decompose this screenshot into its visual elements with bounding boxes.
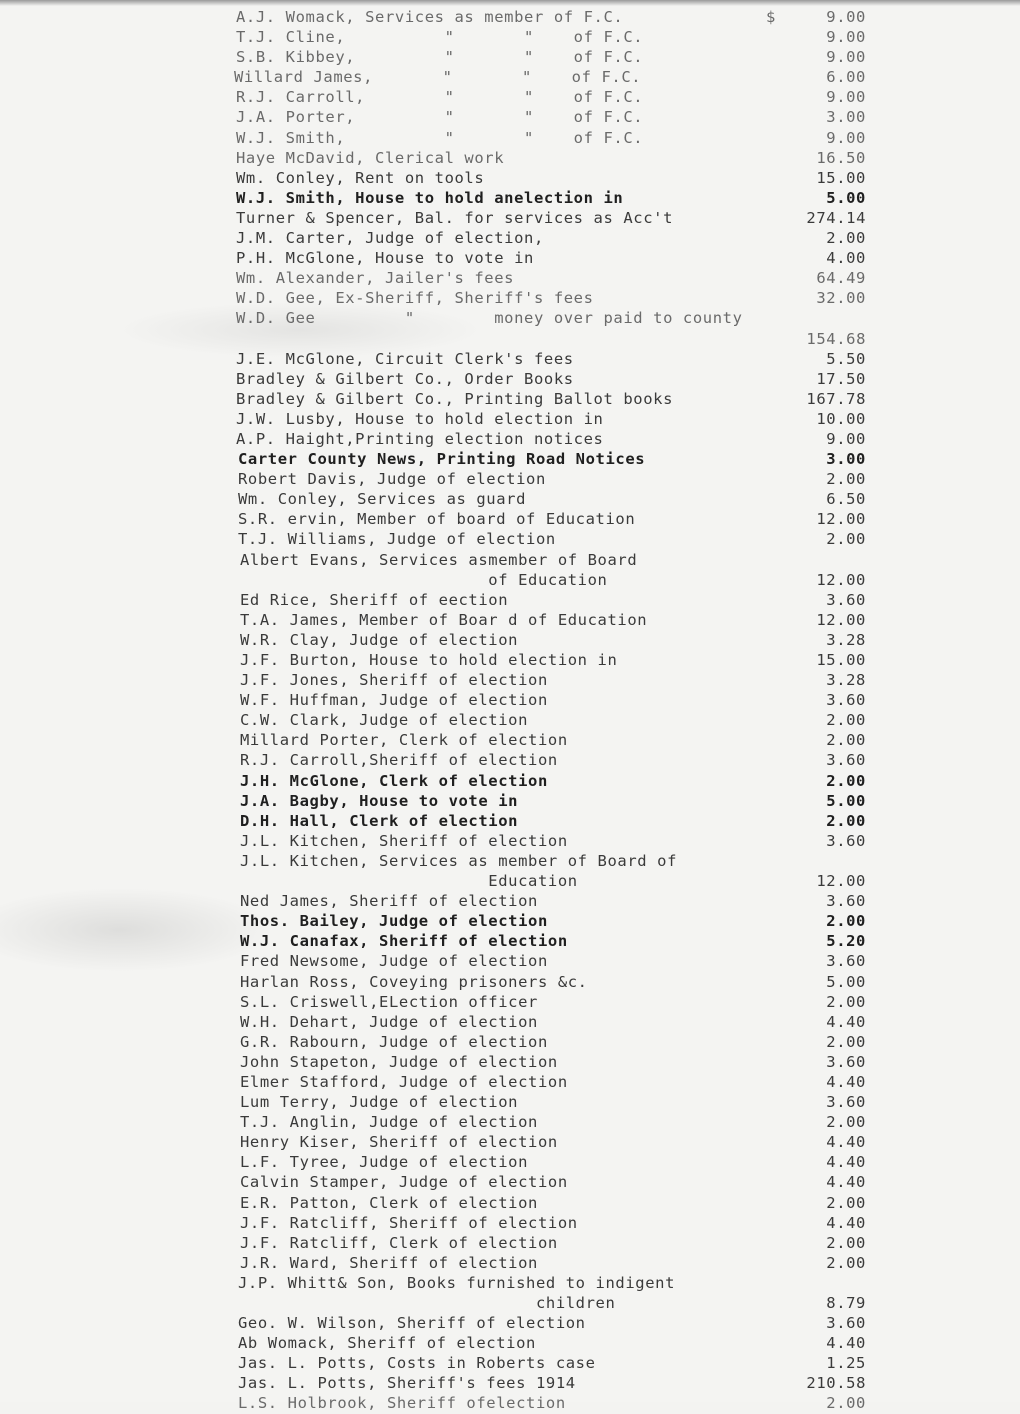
ledger-description: J.A. Porter, " " of F.C. xyxy=(236,108,644,127)
ledger-row xyxy=(0,469,1020,489)
ledger-amount: 2.00 xyxy=(826,530,866,549)
ledger-description: T.J. Cline, " " of F.C. xyxy=(236,28,644,47)
ledger-row xyxy=(0,87,1020,107)
ledger-description: S.R. ervin, Member of board of Education xyxy=(238,510,636,529)
ledger-description: J.W. Lusby, House to hold election in xyxy=(236,409,604,428)
ledger-description: T.J. Anglin, Judge of election xyxy=(240,1113,538,1132)
ledger-amount: 2.00 xyxy=(826,1032,866,1051)
ledger-row xyxy=(0,791,1020,811)
ledger-description: Turner & Spencer, Bal. for services as Acc't xyxy=(236,208,673,227)
ledger-description: Bradley & Gilbert Co., Printing Ballot books xyxy=(236,389,673,408)
ledger-amount: 12.00 xyxy=(816,570,866,589)
ledger-row xyxy=(0,1393,1020,1413)
ledger-amount: 154.68 xyxy=(806,329,866,348)
ledger-description: E.R. Patton, Clerk of election xyxy=(240,1193,538,1212)
ledger-amount: 32.00 xyxy=(816,289,866,308)
ledger-description: J.L. Kitchen, Services as member of Board of xyxy=(240,851,677,870)
ledger-amount: 4.40 xyxy=(826,1012,866,1031)
ledger-amount: 9.00 xyxy=(826,48,866,67)
ledger-amount: 6.00 xyxy=(826,68,866,87)
ledger-description: W.R. Clay, Judge of election xyxy=(240,630,519,649)
ledger-amount: 2.00 xyxy=(826,771,866,790)
ledger-description: D.H. Hall, Clerk of election xyxy=(240,811,519,830)
ledger-row xyxy=(0,288,1020,308)
ledger-row xyxy=(0,1233,1020,1253)
ledger-description: Wm. Alexander, Jailer's fees xyxy=(236,269,515,288)
ledger-description: J.E. McGlone, Circuit Clerk's fees xyxy=(236,349,574,368)
ledger-row xyxy=(0,550,1020,570)
ledger-description: W.J. Canafax, Sheriff of election xyxy=(240,932,568,951)
ledger-amount: 3.00 xyxy=(826,108,866,127)
ledger-amount: 12.00 xyxy=(816,610,866,629)
ledger-description: Carter County News, Printing Road Notices xyxy=(238,450,646,469)
ledger-amount: 17.50 xyxy=(816,369,866,388)
ledger-row xyxy=(0,1152,1020,1172)
ledger-amount: 2.00 xyxy=(826,912,866,931)
ledger-amount: 4.00 xyxy=(826,249,866,268)
ledger-amount: 167.78 xyxy=(806,389,866,408)
ledger-description: Education xyxy=(240,872,578,891)
ledger-description: Thos. Bailey, Judge of election xyxy=(240,912,548,931)
ledger-row xyxy=(0,1293,1020,1313)
ledger-description: J.H. McGlone, Clerk of election xyxy=(240,771,548,790)
ledger-description: J.R. Ward, Sheriff of election xyxy=(240,1253,538,1272)
ledger-description: J.A. Bagby, House to vote in xyxy=(240,791,519,810)
ledger-row xyxy=(0,650,1020,670)
ledger-row xyxy=(0,1353,1020,1373)
ledger-row xyxy=(0,1333,1020,1353)
ledger-description: Haye McDavid, Clerical work xyxy=(236,148,505,167)
ledger-description: of Education xyxy=(240,570,608,589)
ledger-description: W.D. Gee " money over paid to county xyxy=(236,309,743,328)
ledger-row xyxy=(0,1132,1020,1152)
ledger-amount: 3.60 xyxy=(826,952,866,971)
ledger-row xyxy=(0,951,1020,971)
ledger-description: J.F. Ratcliff, Clerk of election xyxy=(240,1233,558,1252)
ledger-amount: 4.40 xyxy=(826,1153,866,1172)
ledger-description: T.A. James, Member of Boar d of Education xyxy=(240,610,648,629)
ledger-amount: 5.20 xyxy=(826,932,866,951)
ledger-amount: 2.00 xyxy=(826,1233,866,1252)
ledger-amount: 4.40 xyxy=(826,1133,866,1152)
ledger-amount: 1.25 xyxy=(826,1354,866,1373)
ledger-description: W.D. Gee, Ex-Sheriff, Sheriff's fees xyxy=(236,289,594,308)
ledger-description: C.W. Clark, Judge of election xyxy=(240,711,529,730)
ledger-amount: 12.00 xyxy=(816,872,866,891)
ledger-description: T.J. Williams, Judge of election xyxy=(238,530,556,549)
ledger-row xyxy=(0,67,1020,87)
ledger-description: J.P. Whitt& Son, Books furnished to indigent xyxy=(238,1273,675,1292)
ledger-amount: 4.40 xyxy=(826,1173,866,1192)
ledger-amount: 10.00 xyxy=(816,409,866,428)
ledger-row xyxy=(0,831,1020,851)
ledger-amount: 3.60 xyxy=(826,590,866,609)
ledger-description: Ned James, Sheriff of election xyxy=(240,892,538,911)
ledger-row xyxy=(0,248,1020,268)
ledger-description: Robert Davis, Judge of election xyxy=(238,470,546,489)
scan-top-edge xyxy=(0,0,1020,6)
ledger-row xyxy=(0,670,1020,690)
ledger-row xyxy=(0,1092,1020,1112)
ledger-row xyxy=(0,349,1020,369)
ledger-amount: 15.00 xyxy=(816,168,866,187)
ledger-description: Albert Evans, Services asmember of Board xyxy=(240,550,638,569)
ledger-row xyxy=(0,449,1020,469)
ledger-description: Henry Kiser, Sheriff of election xyxy=(240,1133,558,1152)
ledger-row xyxy=(0,268,1020,288)
ledger-description: L.F. Tyree, Judge of election xyxy=(240,1153,529,1172)
ledger-amount: 4.40 xyxy=(826,1213,866,1232)
dollar-sign: $ xyxy=(766,8,776,26)
ledger-row xyxy=(0,811,1020,831)
ledger-description: Calvin Stamper, Judge of election xyxy=(240,1173,568,1192)
ledger-row xyxy=(0,1112,1020,1132)
ledger-description: L.S. Holbrook, Sheriff ofelection xyxy=(238,1394,566,1413)
ledger-description: Ab Womack, Sheriff of election xyxy=(238,1334,536,1353)
ledger-amount: 2.00 xyxy=(826,711,866,730)
ledger-row xyxy=(0,1373,1020,1393)
ledger-description: R.J. Carroll, " " of F.C. xyxy=(236,88,644,107)
ledger-row xyxy=(0,1012,1020,1032)
ledger-description: Millard Porter, Clerk of election xyxy=(240,731,568,750)
ledger-row xyxy=(0,27,1020,47)
ledger-amount: 4.40 xyxy=(826,1072,866,1091)
ledger-row xyxy=(0,730,1020,750)
ledger-amount: 3.60 xyxy=(826,751,866,770)
ledger-row xyxy=(0,148,1020,168)
ledger-row xyxy=(0,911,1020,931)
ledger-description: Wm. Conley, Rent on tools xyxy=(236,168,485,187)
ledger-amount: 2.00 xyxy=(826,470,866,489)
ledger-description: A.J. Womack, Services as member of F.C. xyxy=(236,8,624,26)
ledger-amount: 9.00 xyxy=(826,88,866,107)
ledger-row xyxy=(0,107,1020,127)
ledger-row xyxy=(0,590,1020,610)
ledger-description: J.F. Jones, Sheriff of election xyxy=(240,671,548,690)
ledger-row xyxy=(0,871,1020,891)
ledger-row xyxy=(0,389,1020,409)
ledger-row xyxy=(0,1213,1020,1233)
ledger-row xyxy=(0,1193,1020,1213)
ledger-row xyxy=(0,1032,1020,1052)
ledger-amount: 274.14 xyxy=(806,208,866,227)
ledger-description: J.F. Burton, House to hold election in xyxy=(240,651,618,669)
ledger-row xyxy=(0,630,1020,650)
ledger-description: children xyxy=(238,1294,616,1312)
ledger-row xyxy=(0,228,1020,248)
ledger-amount: 3.00 xyxy=(826,450,866,469)
ledger-description: W.J. Smith, House to hold anelection in xyxy=(236,188,624,207)
ledger-amount: 5.00 xyxy=(826,188,866,207)
ledger-amount: 8.79 xyxy=(826,1294,866,1312)
ledger-row xyxy=(0,409,1020,429)
ledger-amount: 9.00 xyxy=(826,429,866,448)
ledger-entries xyxy=(0,7,1020,1414)
ledger-description: J.L. Kitchen, Sheriff of election xyxy=(240,831,568,850)
ledger-amount: 3.60 xyxy=(826,892,866,911)
ledger-description: S.B. Kibbey, " " of F.C. xyxy=(236,48,644,67)
ledger-description: Harlan Ross, Coveying prisoners &c. xyxy=(240,972,588,991)
ledger-row xyxy=(0,489,1020,509)
ledger-row xyxy=(0,750,1020,770)
ledger-amount: 210.58 xyxy=(806,1374,866,1393)
ledger-description: G.R. Rabourn, Judge of election xyxy=(240,1032,548,1051)
ledger-row xyxy=(0,208,1020,228)
ledger-row xyxy=(0,1052,1020,1072)
ledger-row xyxy=(0,931,1020,951)
ledger-amount: 12.00 xyxy=(816,510,866,529)
ledger-amount: 3.60 xyxy=(826,691,866,710)
ledger-row xyxy=(0,1313,1020,1333)
ledger-row xyxy=(0,570,1020,590)
ledger-amount: 2.00 xyxy=(826,1394,866,1413)
ledger-row xyxy=(0,1072,1020,1092)
ledger-row xyxy=(0,710,1020,730)
ledger-amount: 64.49 xyxy=(816,269,866,288)
ledger-row xyxy=(0,529,1020,549)
ledger-amount: 2.00 xyxy=(826,1193,866,1212)
ledger-description: Jas. L. Potts, Costs in Roberts case xyxy=(238,1354,596,1373)
ledger-row xyxy=(0,992,1020,1012)
ledger-row xyxy=(0,188,1020,208)
ledger-description: Willard James, " " of F.C. xyxy=(234,68,642,87)
ledger-row xyxy=(0,771,1020,791)
ledger-row xyxy=(0,308,1020,328)
ledger-amount: 3.60 xyxy=(826,1314,866,1333)
ledger-amount: 2.00 xyxy=(826,1253,866,1272)
ledger-description: Fred Newsome, Judge of election xyxy=(240,952,548,971)
ledger-row xyxy=(0,47,1020,67)
ledger-amount: 2.00 xyxy=(826,992,866,1011)
ledger-amount: 3.28 xyxy=(826,671,866,690)
ledger-description: W.F. Huffman, Judge of election xyxy=(240,691,548,710)
ledger-amount: 15.00 xyxy=(816,651,866,669)
ledger-description: J.F. Ratcliff, Sheriff of election xyxy=(240,1213,578,1232)
ledger-description: W.H. Dehart, Judge of election xyxy=(240,1012,538,1031)
ledger-row xyxy=(0,690,1020,710)
ledger-description: A.P. Haight,Printing election notices xyxy=(236,429,604,448)
ledger-amount: 3.28 xyxy=(826,630,866,649)
ledger-row xyxy=(0,610,1020,630)
ledger-amount: 3.60 xyxy=(826,1052,866,1071)
ledger-description: S.L. Criswell,ELection officer xyxy=(240,992,538,1011)
ledger-row xyxy=(0,509,1020,529)
ledger-amount: 2.00 xyxy=(826,229,866,248)
ledger-amount: 3.60 xyxy=(826,831,866,850)
ledger-amount: 9.00 xyxy=(826,8,866,26)
ledger-row xyxy=(0,1253,1020,1273)
ledger-description: Geo. W. Wilson, Sheriff of election xyxy=(238,1314,586,1333)
ledger-amount: 3.60 xyxy=(826,1093,866,1112)
ledger-row xyxy=(0,369,1020,389)
ledger-description: Ed Rice, Sheriff of eection xyxy=(240,590,509,609)
ledger-amount: 9.00 xyxy=(826,128,866,147)
ledger-description: J.M. Carter, Judge of election, xyxy=(236,229,544,248)
ledger-description: Lum Terry, Judge of election xyxy=(240,1093,519,1112)
ledger-amount: 16.50 xyxy=(816,148,866,167)
ledger-amount: 2.00 xyxy=(826,731,866,750)
ledger-row xyxy=(0,128,1020,148)
ledger-row xyxy=(0,1273,1020,1293)
ledger-amount: 5.00 xyxy=(826,972,866,991)
ledger-row xyxy=(0,7,1020,27)
ledger-description: John Stapeton, Judge of election xyxy=(240,1052,558,1071)
ledger-amount: 2.00 xyxy=(826,1113,866,1132)
ledger-description: Jas. L. Potts, Sheriff's fees 1914 xyxy=(238,1374,576,1393)
ledger-amount: 5.50 xyxy=(826,349,866,368)
ledger-row xyxy=(0,1172,1020,1192)
ledger-row xyxy=(0,891,1020,911)
ledger-amount: 5.00 xyxy=(826,791,866,810)
ledger-description: Bradley & Gilbert Co., Order Books xyxy=(236,369,574,388)
ledger-row xyxy=(0,851,1020,871)
ledger-description: Wm. Conley, Services as guard xyxy=(238,490,527,509)
ledger-row xyxy=(0,972,1020,992)
ledger-row xyxy=(0,168,1020,188)
ledger-description: R.J. Carroll,Sheriff of election xyxy=(240,751,558,770)
ledger-amount: 6.50 xyxy=(826,490,866,509)
ledger-amount: 9.00 xyxy=(826,28,866,47)
ledger-description: P.H. McGlone, House to vote in xyxy=(236,249,534,268)
ledger-amount: 2.00 xyxy=(826,811,866,830)
ledger-amount: 4.40 xyxy=(826,1334,866,1353)
ledger-row xyxy=(0,429,1020,449)
ledger-row xyxy=(0,329,1020,349)
ledger-description: W.J. Smith, " " of F.C. xyxy=(236,128,644,147)
ledger-description: Elmer Stafford, Judge of election xyxy=(240,1072,568,1091)
